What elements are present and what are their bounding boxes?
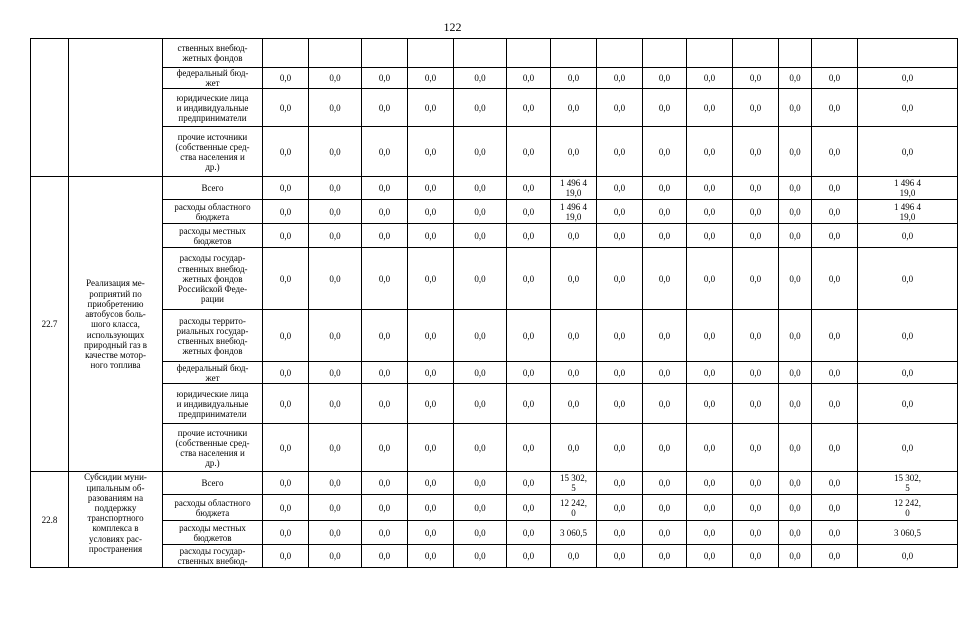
value-cell: 1 496 4 19,0 xyxy=(858,177,958,200)
value-cell: 0,0 xyxy=(454,68,507,89)
value-cell: 0,0 xyxy=(362,521,408,545)
value-cell: 0,0 xyxy=(733,310,779,362)
item-name: Реализация ме- роприятий по приобретению автобусов боль- шого класса, использующих природный газ в качестве мотор- ного топлива xyxy=(69,177,163,472)
value-cell: 0,0 xyxy=(263,224,309,248)
page-number: 122 xyxy=(443,20,462,34)
value-cell: 0,0 xyxy=(507,310,551,362)
value-cell xyxy=(812,39,858,68)
value-cell: 0,0 xyxy=(263,127,309,177)
value-cell: 0,0 xyxy=(733,224,779,248)
value-cell: 0,0 xyxy=(408,495,454,521)
value-cell: 0,0 xyxy=(779,424,812,472)
value-cell: 0,0 xyxy=(362,177,408,200)
value-cell: 0,0 xyxy=(597,68,643,89)
value-cell: 0,0 xyxy=(507,545,551,568)
value-cell: 0,0 xyxy=(858,384,958,424)
table-row xyxy=(31,39,958,68)
value-cell: 0,0 xyxy=(507,472,551,495)
value-cell: 0,0 xyxy=(309,200,362,224)
value-cell: 0,0 xyxy=(309,89,362,127)
value-cell: 0,0 xyxy=(812,545,858,568)
value-cell: 12 242, 0 xyxy=(858,495,958,521)
table-row xyxy=(31,521,958,545)
value-cell: 0,0 xyxy=(551,127,597,177)
value-cell: 0,0 xyxy=(507,127,551,177)
value-cell: 0,0 xyxy=(733,545,779,568)
value-cell: 0,0 xyxy=(779,384,812,424)
value-cell: 0,0 xyxy=(263,177,309,200)
value-cell: 0,0 xyxy=(454,248,507,310)
funding-source: расходы государ- ственных внебюд- жетных фондов Российской Феде- рации xyxy=(163,248,263,310)
value-cell: 0,0 xyxy=(454,521,507,545)
value-cell: 0,0 xyxy=(551,545,597,568)
value-cell: 0,0 xyxy=(858,362,958,384)
value-cell: 0,0 xyxy=(551,384,597,424)
value-cell: 0,0 xyxy=(779,224,812,248)
value-cell: 0,0 xyxy=(507,200,551,224)
item-number: 22.7 xyxy=(31,177,69,472)
value-cell: 0,0 xyxy=(779,200,812,224)
value-cell: 0,0 xyxy=(507,521,551,545)
value-cell: 0,0 xyxy=(733,248,779,310)
value-cell: 0,0 xyxy=(362,472,408,495)
value-cell: 0,0 xyxy=(779,89,812,127)
value-cell: 0,0 xyxy=(812,89,858,127)
value-cell: 0,0 xyxy=(733,127,779,177)
value-cell: 0,0 xyxy=(408,89,454,127)
value-cell: 0,0 xyxy=(263,521,309,545)
funding-source: Всего xyxy=(163,472,263,495)
value-cell xyxy=(779,39,812,68)
value-cell: 0,0 xyxy=(507,177,551,200)
table-row xyxy=(31,177,958,200)
value-cell: 0,0 xyxy=(454,200,507,224)
funding-source: юридические лица и индивидуальные предприниматели xyxy=(163,89,263,127)
value-cell: 0,0 xyxy=(812,224,858,248)
value-cell: 0,0 xyxy=(687,224,733,248)
value-cell: 0,0 xyxy=(733,472,779,495)
value-cell: 0,0 xyxy=(779,177,812,200)
value-cell: 0,0 xyxy=(812,424,858,472)
table-row xyxy=(31,362,958,384)
value-cell: 0,0 xyxy=(597,200,643,224)
value-cell: 0,0 xyxy=(779,362,812,384)
value-cell: 0,0 xyxy=(362,200,408,224)
value-cell: 0,0 xyxy=(309,472,362,495)
value-cell: 0,0 xyxy=(507,384,551,424)
value-cell: 0,0 xyxy=(643,248,687,310)
value-cell: 0,0 xyxy=(643,521,687,545)
value-cell: 0,0 xyxy=(454,424,507,472)
value-cell: 0,0 xyxy=(858,310,958,362)
value-cell: 0,0 xyxy=(687,127,733,177)
value-cell xyxy=(643,39,687,68)
value-cell: 0,0 xyxy=(408,224,454,248)
value-cell: 0,0 xyxy=(263,310,309,362)
funding-source: расходы террито- риальных государ- ственных внебюд- жетных фондов xyxy=(163,310,263,362)
value-cell: 0,0 xyxy=(408,248,454,310)
value-cell: 0,0 xyxy=(362,68,408,89)
value-cell: 0,0 xyxy=(309,384,362,424)
value-cell xyxy=(597,39,643,68)
value-cell: 0,0 xyxy=(362,310,408,362)
table-row xyxy=(31,495,958,521)
funding-source: прочие источники (собственные сред- ства населения и др.) xyxy=(163,127,263,177)
table-row xyxy=(31,424,958,472)
value-cell: 0,0 xyxy=(597,362,643,384)
value-cell: 0,0 xyxy=(687,248,733,310)
value-cell: 15 302, 5 xyxy=(858,472,958,495)
value-cell: 0,0 xyxy=(551,310,597,362)
funding-source: расходы местных бюджетов xyxy=(163,521,263,545)
value-cell: 0,0 xyxy=(687,362,733,384)
value-cell: 0,0 xyxy=(733,384,779,424)
value-cell: 0,0 xyxy=(309,68,362,89)
value-cell: 0,0 xyxy=(779,495,812,521)
value-cell xyxy=(362,39,408,68)
table-row xyxy=(31,68,958,89)
value-cell xyxy=(733,39,779,68)
value-cell: 0,0 xyxy=(362,362,408,384)
value-cell: 0,0 xyxy=(687,545,733,568)
value-cell: 0,0 xyxy=(597,224,643,248)
value-cell: 0,0 xyxy=(408,127,454,177)
value-cell: 0,0 xyxy=(779,472,812,495)
value-cell: 0,0 xyxy=(812,362,858,384)
value-cell: 0,0 xyxy=(858,248,958,310)
value-cell xyxy=(408,39,454,68)
value-cell: 0,0 xyxy=(597,495,643,521)
value-cell: 0,0 xyxy=(507,89,551,127)
value-cell: 0,0 xyxy=(454,362,507,384)
value-cell: 0,0 xyxy=(779,310,812,362)
value-cell: 0,0 xyxy=(597,310,643,362)
value-cell: 0,0 xyxy=(643,472,687,495)
table-row xyxy=(31,472,958,495)
value-cell: 0,0 xyxy=(643,127,687,177)
value-cell: 0,0 xyxy=(263,384,309,424)
value-cell: 0,0 xyxy=(263,200,309,224)
table-row xyxy=(31,200,958,224)
value-cell xyxy=(551,39,597,68)
funding-source: федеральный бюд- жет xyxy=(163,362,263,384)
value-cell: 0,0 xyxy=(408,521,454,545)
value-cell: 0,0 xyxy=(408,472,454,495)
value-cell: 0,0 xyxy=(687,472,733,495)
value-cell: 0,0 xyxy=(733,68,779,89)
value-cell: 0,0 xyxy=(263,68,309,89)
value-cell: 0,0 xyxy=(309,224,362,248)
value-cell: 0,0 xyxy=(643,362,687,384)
value-cell: 0,0 xyxy=(687,310,733,362)
value-cell: 0,0 xyxy=(551,224,597,248)
value-cell: 0,0 xyxy=(643,495,687,521)
value-cell: 0,0 xyxy=(687,424,733,472)
value-cell: 1 496 4 19,0 xyxy=(551,177,597,200)
value-cell: 0,0 xyxy=(408,424,454,472)
table-row xyxy=(31,224,958,248)
value-cell xyxy=(454,39,507,68)
funding-source: Всего xyxy=(163,177,263,200)
value-cell: 0,0 xyxy=(309,248,362,310)
funding-source: расходы областного бюджета xyxy=(163,200,263,224)
value-cell: 0,0 xyxy=(507,248,551,310)
value-cell: 0,0 xyxy=(263,362,309,384)
value-cell: 0,0 xyxy=(858,68,958,89)
value-cell: 0,0 xyxy=(812,68,858,89)
value-cell xyxy=(687,39,733,68)
value-cell: 0,0 xyxy=(812,200,858,224)
item-name: Субсидии муни- ципальным об- разованиям на поддержку транспортного комплекса в условиях рас- пространения xyxy=(69,472,163,568)
value-cell: 0,0 xyxy=(454,89,507,127)
value-cell: 0,0 xyxy=(643,68,687,89)
value-cell: 0,0 xyxy=(812,177,858,200)
funding-source: юридические лица и индивидуальные предприниматели xyxy=(163,384,263,424)
value-cell: 0,0 xyxy=(779,545,812,568)
item-name xyxy=(69,39,163,177)
value-cell: 0,0 xyxy=(687,68,733,89)
funding-source: ственных внебюд- жетных фондов xyxy=(163,39,263,68)
value-cell: 0,0 xyxy=(309,424,362,472)
value-cell: 0,0 xyxy=(812,248,858,310)
value-cell: 0,0 xyxy=(507,68,551,89)
table-row xyxy=(31,248,958,310)
value-cell: 0,0 xyxy=(551,248,597,310)
value-cell: 0,0 xyxy=(812,495,858,521)
value-cell: 0,0 xyxy=(408,200,454,224)
value-cell: 0,0 xyxy=(408,545,454,568)
value-cell: 0,0 xyxy=(733,89,779,127)
value-cell: 0,0 xyxy=(263,89,309,127)
value-cell: 0,0 xyxy=(597,545,643,568)
value-cell xyxy=(309,39,362,68)
item-number: 22.8 xyxy=(31,472,69,568)
value-cell: 0,0 xyxy=(597,127,643,177)
value-cell: 0,0 xyxy=(643,224,687,248)
value-cell: 0,0 xyxy=(454,177,507,200)
value-cell: 0,0 xyxy=(551,68,597,89)
value-cell: 0,0 xyxy=(309,310,362,362)
value-cell: 0,0 xyxy=(551,424,597,472)
value-cell: 0,0 xyxy=(643,384,687,424)
value-cell: 0,0 xyxy=(309,362,362,384)
value-cell: 0,0 xyxy=(643,310,687,362)
value-cell: 0,0 xyxy=(858,127,958,177)
value-cell: 0,0 xyxy=(597,89,643,127)
value-cell: 0,0 xyxy=(687,495,733,521)
value-cell: 0,0 xyxy=(597,248,643,310)
value-cell: 0,0 xyxy=(597,384,643,424)
value-cell: 0,0 xyxy=(643,89,687,127)
value-cell: 0,0 xyxy=(858,545,958,568)
value-cell: 0,0 xyxy=(309,495,362,521)
value-cell: 0,0 xyxy=(507,224,551,248)
value-cell xyxy=(507,39,551,68)
value-cell: 0,0 xyxy=(597,177,643,200)
value-cell: 0,0 xyxy=(812,127,858,177)
value-cell: 0,0 xyxy=(812,472,858,495)
value-cell: 0,0 xyxy=(551,89,597,127)
value-cell: 0,0 xyxy=(507,424,551,472)
value-cell: 0,0 xyxy=(362,248,408,310)
value-cell: 0,0 xyxy=(309,521,362,545)
value-cell: 0,0 xyxy=(812,384,858,424)
value-cell: 0,0 xyxy=(454,495,507,521)
value-cell: 0,0 xyxy=(263,248,309,310)
value-cell: 0,0 xyxy=(454,545,507,568)
table-row xyxy=(31,127,958,177)
value-cell: 0,0 xyxy=(408,362,454,384)
value-cell: 0,0 xyxy=(733,177,779,200)
funding-source: расходы местных бюджетов xyxy=(163,224,263,248)
value-cell: 0,0 xyxy=(733,424,779,472)
budget-table xyxy=(30,38,958,568)
value-cell: 0,0 xyxy=(858,224,958,248)
value-cell: 0,0 xyxy=(454,224,507,248)
value-cell: 0,0 xyxy=(263,495,309,521)
value-cell: 0,0 xyxy=(643,424,687,472)
value-cell xyxy=(263,39,309,68)
value-cell: 0,0 xyxy=(597,424,643,472)
value-cell: 0,0 xyxy=(597,472,643,495)
value-cell: 0,0 xyxy=(779,127,812,177)
value-cell: 0,0 xyxy=(454,384,507,424)
value-cell: 0,0 xyxy=(812,310,858,362)
value-cell: 0,0 xyxy=(687,177,733,200)
funding-source: прочие источники (собственные сред- ства населения и др.) xyxy=(163,424,263,472)
value-cell: 0,0 xyxy=(643,545,687,568)
value-cell: 0,0 xyxy=(263,545,309,568)
funding-source: расходы государ- ственных внебюд- xyxy=(163,545,263,568)
value-cell: 0,0 xyxy=(733,362,779,384)
value-cell: 0,0 xyxy=(687,521,733,545)
value-cell: 0,0 xyxy=(643,177,687,200)
value-cell: 0,0 xyxy=(687,200,733,224)
value-cell: 0,0 xyxy=(687,89,733,127)
value-cell: 0,0 xyxy=(454,127,507,177)
value-cell: 0,0 xyxy=(858,424,958,472)
value-cell: 0,0 xyxy=(309,545,362,568)
value-cell: 0,0 xyxy=(362,495,408,521)
value-cell: 0,0 xyxy=(263,472,309,495)
value-cell: 0,0 xyxy=(362,384,408,424)
value-cell: 0,0 xyxy=(733,200,779,224)
value-cell: 0,0 xyxy=(812,521,858,545)
value-cell: 0,0 xyxy=(408,384,454,424)
value-cell: 0,0 xyxy=(687,384,733,424)
value-cell: 0,0 xyxy=(779,68,812,89)
value-cell: 0,0 xyxy=(507,495,551,521)
value-cell: 0,0 xyxy=(551,362,597,384)
table-row xyxy=(31,545,958,568)
value-cell: 0,0 xyxy=(263,424,309,472)
table-row xyxy=(31,89,958,127)
value-cell: 0,0 xyxy=(362,424,408,472)
value-cell: 0,0 xyxy=(408,68,454,89)
value-cell: 12 242, 0 xyxy=(551,495,597,521)
table-row xyxy=(31,384,958,424)
value-cell: 3 060,5 xyxy=(551,521,597,545)
value-cell: 0,0 xyxy=(362,545,408,568)
value-cell: 0,0 xyxy=(733,495,779,521)
value-cell: 1 496 4 19,0 xyxy=(858,200,958,224)
value-cell: 0,0 xyxy=(779,248,812,310)
value-cell: 0,0 xyxy=(408,310,454,362)
value-cell: 0,0 xyxy=(858,89,958,127)
value-cell: 0,0 xyxy=(507,362,551,384)
value-cell: 0,0 xyxy=(362,224,408,248)
value-cell: 0,0 xyxy=(597,521,643,545)
value-cell: 0,0 xyxy=(309,127,362,177)
funding-source: федеральный бюд- жет xyxy=(163,68,263,89)
table-row xyxy=(31,310,958,362)
value-cell: 0,0 xyxy=(408,177,454,200)
value-cell: 0,0 xyxy=(643,200,687,224)
value-cell: 0,0 xyxy=(309,177,362,200)
value-cell xyxy=(858,39,958,68)
value-cell: 0,0 xyxy=(362,127,408,177)
value-cell: 3 060,5 xyxy=(858,521,958,545)
funding-source: расходы областного бюджета xyxy=(163,495,263,521)
value-cell: 1 496 4 19,0 xyxy=(551,200,597,224)
value-cell: 0,0 xyxy=(362,89,408,127)
value-cell: 0,0 xyxy=(733,521,779,545)
value-cell: 0,0 xyxy=(454,472,507,495)
value-cell: 0,0 xyxy=(779,521,812,545)
item-number xyxy=(31,39,69,177)
value-cell: 0,0 xyxy=(454,310,507,362)
value-cell: 15 302, 5 xyxy=(551,472,597,495)
